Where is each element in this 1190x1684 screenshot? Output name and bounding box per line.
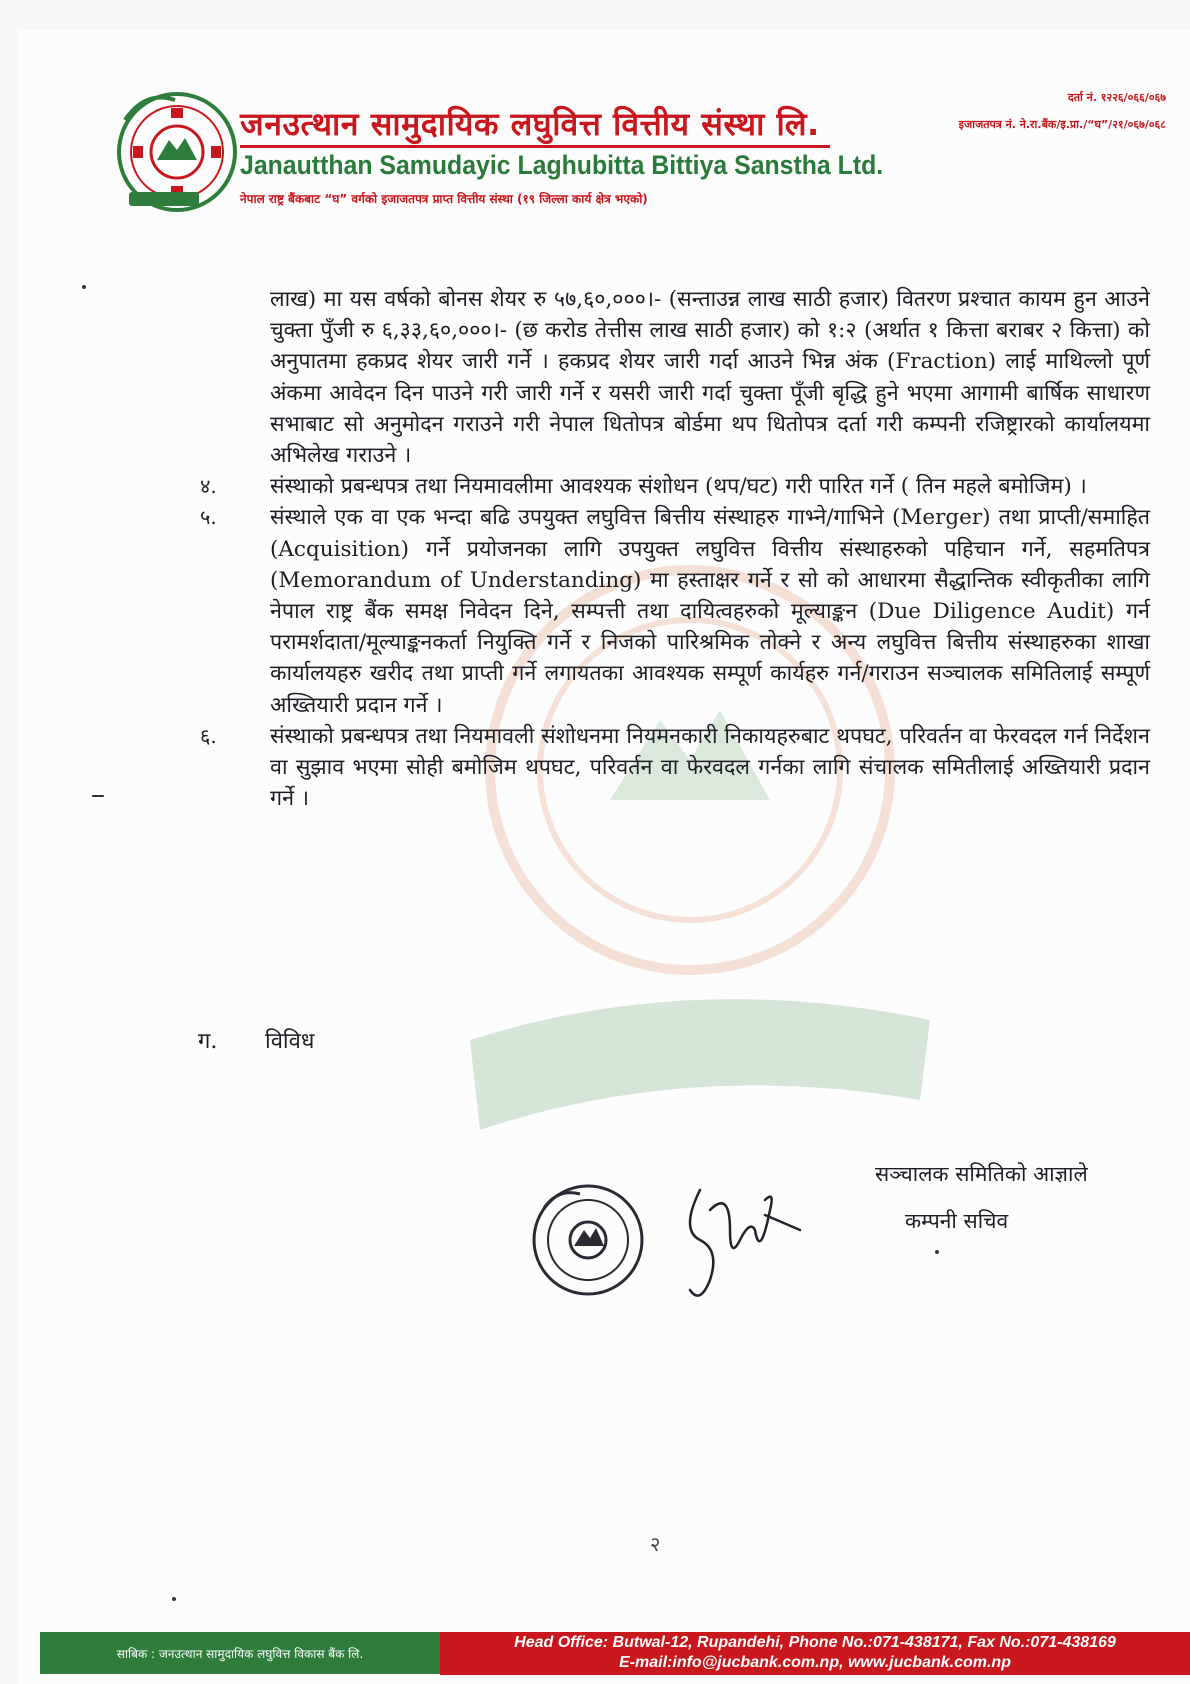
item-text: संस्थाको प्रबन्धपत्र तथा नियमावलीमा आवश्यक संशोधन (थप/घट) गरी पारित गर्ने ( तिन महले बमोजिम) ।	[270, 474, 1087, 500]
scan-speck	[82, 285, 86, 289]
handwritten-signature	[670, 1170, 820, 1310]
company-logo	[105, 80, 245, 220]
item-number: ४.	[200, 474, 217, 499]
company-tagline: नेपाल राष्ट्र बैंकबाट “घ” वर्गको इजाजतपत्र प्राप्त वित्तीय संस्था (१९ जिल्ला कार्य क्षेत्र भएको)	[240, 192, 648, 206]
letter-body	[200, 284, 1150, 814]
section-heading: विविध	[265, 1029, 315, 1054]
scan-speck	[92, 795, 104, 797]
company-name-english: Janautthan Samudayic Laghubitta Bittiya Sanstha Ltd.	[240, 150, 884, 180]
list-item	[200, 502, 1150, 720]
scan-speck	[172, 1597, 176, 1601]
footer-former-name: साबिक : जनउत्थान सामुदायिक लघुवित्त विकास बैंक लि.	[40, 1632, 440, 1674]
signatory-title: कम्पनी सचिव	[905, 1209, 1009, 1233]
page-number: २	[650, 1532, 661, 1556]
signature-authority: सञ्चालक समितिको आज्ञाले	[875, 1162, 1088, 1186]
title-divider	[240, 145, 830, 148]
footer-contact	[440, 1632, 1190, 1675]
footer-address-line: Head Office: Butwal-12, Rupandehi, Phone No.:071-438171, Fax No.:071-438169	[514, 1634, 1116, 1651]
body-intro-paragraph: लाख) मा यस वर्षको बोनस शेयर रु ५७,६०,०००।- (सन्ताउन्न लाख साठी हजार) वितरण प्रश्चात कायम हुन आउने चुक्ता पुँजी रु ६,३३,६०,०००।- (छ करोड तेत्तीस लाख साठी हजार) को १:२ (अर्थात १ कित्ता बराबर २ कित्ता) को अनुपातमा हकप्रद शेयर जारी गर्ने । हकप्रद शेयर जारी गर्दा आउने भिन्न अंक (Fraction) लाई माथिल्लो पूर्ण अंकमा आवेदन दिन पाउने गरी जारी गर्ने र यसरी जारी गर्दा चुक्ता पूँजी बृद्धि हुने भएमा आगामी बार्षिक साधारण सभाबाट सो अनुमोदन गराउने गरी नेपाल धितोपत्र बोर्डमा थप धितोपत्र दर्ता गरी कम्पनी रजिष्ट्रारको कार्यालयमा अभिलेख गराउने ।	[270, 287, 1150, 469]
section-number: ग.	[198, 1029, 218, 1054]
item-number: ५.	[200, 505, 217, 530]
company-name-nepali: जनउत्थान सामुदायिक लघुवित्त वित्तीय संस्था लि.	[240, 105, 820, 143]
registration-number: दर्ता नं. १२२६/०६६/०६७	[1067, 91, 1166, 104]
footer-email-line: E-mail:info@jucbank.com.np, www.jucbank.com.np	[619, 1654, 1011, 1671]
item-text: संस्थाको प्रबन्धपत्र तथा नियमावली संशोधनमा नियमनकारी निकायहरुबाट थपघट, परिवर्तन वा फेरवदल गर्न निर्देशन वा सुझाव भएमा सोही बमोजिम थपघट, परिवर्तन वा फेरवदल गर्नका लागि संचालक समितीलाई अख्तियारी प्रदान गर्ने ।	[270, 723, 1150, 812]
license-number: इजाजतपत्र नं. ने.रा.बैंक/इ.प्रा./“घ”/२१/०६७/०६८	[958, 118, 1166, 131]
list-item	[200, 471, 1150, 502]
item-text: संस्थाले एक वा एक भन्दा बढि उपयुक्त लघुवित्त बित्तीय संस्थाहरु गाभ्ने/गाभिने (Merger) तथा प्राप्ती/समाहित (Acquisition) गर्ने प्रयोजनका लागि उपयुक्त लघुवित्त वित्तीय संस्थाहरुको पहिचान गर्ने, सहमतिपत्र (Memorandum of Understanding) मा हस्ताक्षर गर्ने र सो को आधारमा सैद्धान्तिक स्वीकृतीका लागि नेपाल राष्ट्र बैंक समक्ष निवेदन दिने, सम्पत्ती तथा दायित्वहरुको मूल्याङ्कन (Due Diligence Audit) गर्न परामर्शदाता/मूल्याङ्कनकर्ता नियुक्ति गर्ने र निजको पारिश्रमिक तोक्ने र अन्य लघुवित्त बित्तीय संस्थाहरुका शाखा कार्यालयहरु खरीद तथा प्राप्ती गर्ने लगायतका आवश्यक सम्पूर्ण कार्यहरु गर्न/गराउन सञ्चालक समितिलाई सम्पूर्ण अख्तियारी प्रदान गर्ने ।	[270, 505, 1150, 718]
item-number: ६.	[200, 723, 217, 748]
list-item	[200, 721, 1150, 815]
company-stamp	[528, 1180, 648, 1300]
scan-speck	[935, 1250, 939, 1254]
